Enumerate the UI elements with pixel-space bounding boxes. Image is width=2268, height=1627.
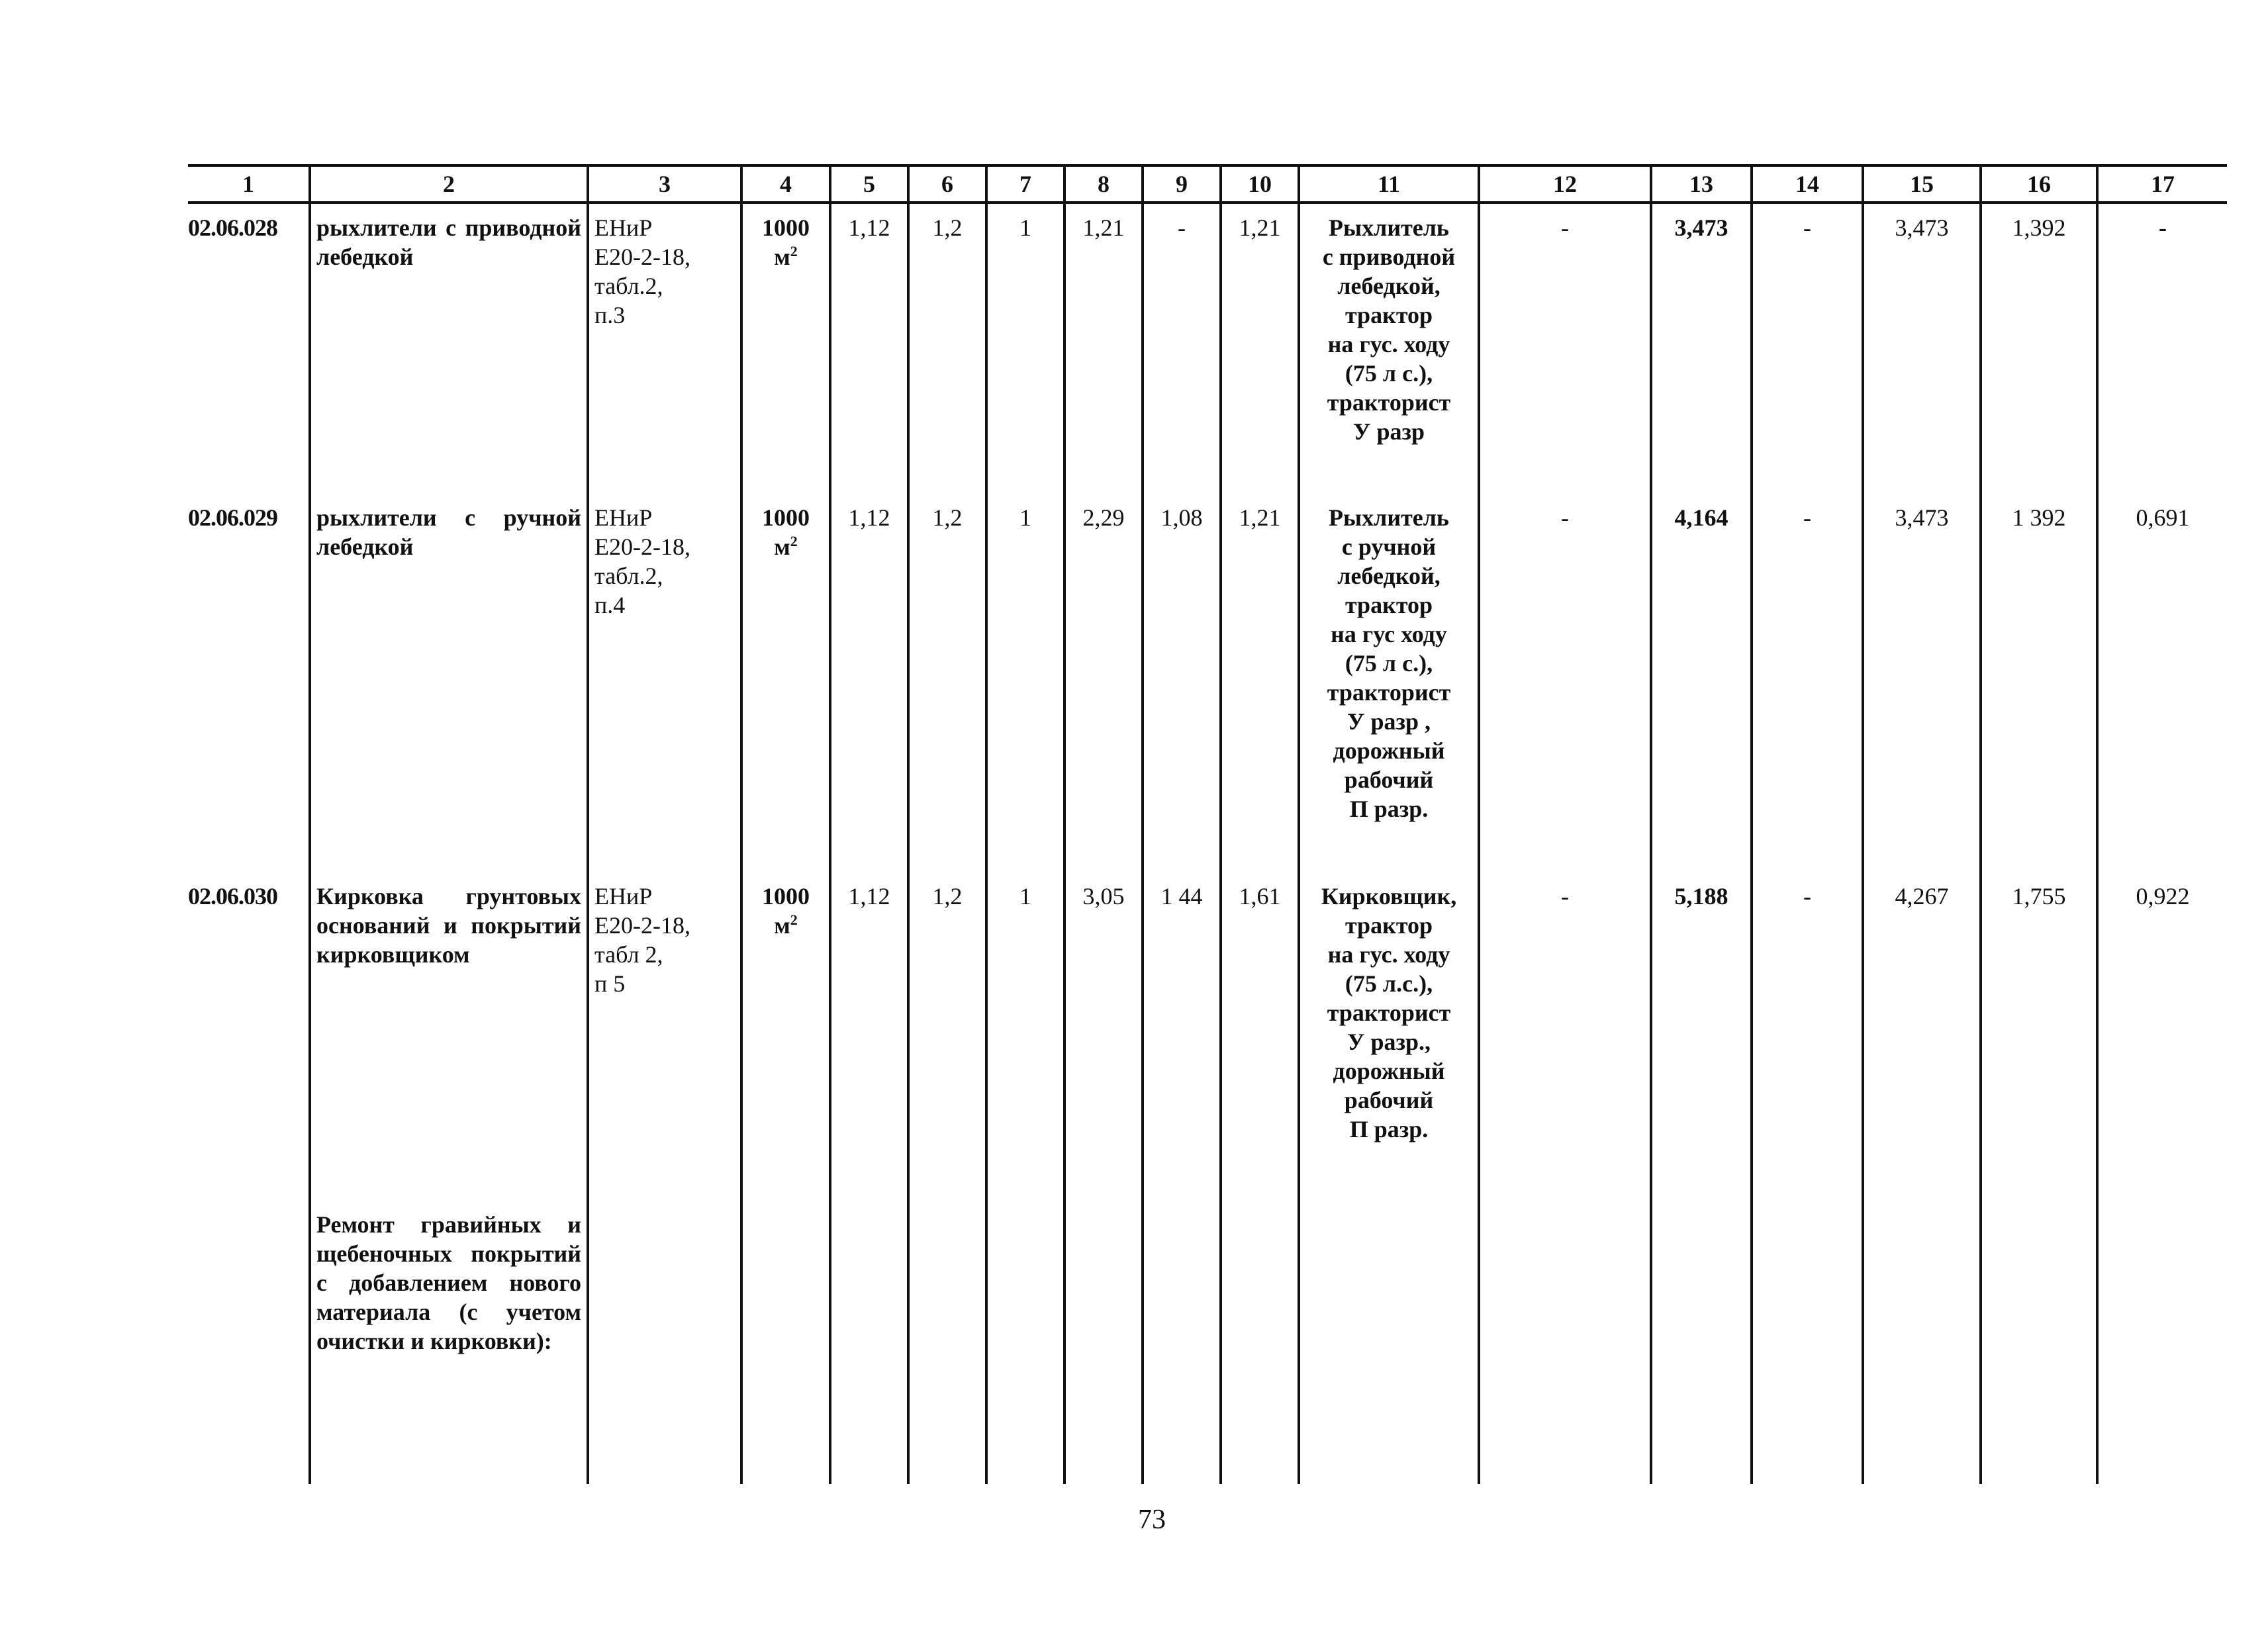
row-col17: 0,922	[2097, 872, 2227, 1184]
table-row	[188, 494, 2227, 872]
table-row	[188, 203, 2227, 494]
col-header-9: 9	[1143, 165, 1221, 203]
row-col6: 1,2	[908, 872, 986, 1184]
row-reference: ЕНиР Е20-2-18, табл.2, п.4	[588, 494, 741, 872]
row-col5: 1,12	[830, 872, 908, 1184]
col-header-2: 2	[310, 165, 588, 203]
row-col17: 0,691	[2097, 494, 2227, 872]
row-col8: 2,29	[1064, 494, 1143, 872]
row-unit: 1000 $м^2$	[741, 872, 830, 1184]
col-header-12: 12	[1479, 165, 1651, 203]
row-col10: 1,61	[1221, 872, 1299, 1184]
row-col17: -	[2097, 203, 2227, 494]
row-col7: 1	[986, 494, 1064, 872]
row-reference: ЕНиР Е20-2-18, табл.2, п.3	[588, 203, 741, 494]
row-col13: 3,473	[1651, 203, 1752, 494]
page-number: 73	[1138, 1505, 1166, 1535]
row-code: 02.06.028	[188, 203, 310, 494]
row-col14: -	[1752, 494, 1863, 872]
row-code: 02.06.030	[188, 872, 310, 1184]
row-col12: -	[1479, 494, 1651, 872]
col-header-14: 14	[1752, 165, 1863, 203]
row-col12: -	[1479, 203, 1651, 494]
row-name: Кирковка грунтовых оснований и покрытий кирковщиком	[310, 872, 588, 1184]
row-col9: 1,08	[1143, 494, 1221, 872]
row-col15: 4,267	[1863, 872, 1981, 1184]
row-col13: 5,188	[1651, 872, 1752, 1184]
row-col16: 1,392	[1981, 203, 2097, 494]
row-col10: 1,21	[1221, 494, 1299, 872]
col-header-6: 6	[908, 165, 986, 203]
row-col7: 1	[986, 872, 1064, 1184]
row-col14: -	[1752, 872, 1863, 1184]
row-col10: 1,21	[1221, 203, 1299, 494]
norms-table	[188, 164, 2227, 1484]
col-header-13: 13	[1651, 165, 1752, 203]
row-col9: -	[1143, 203, 1221, 494]
row-machine: Кирковщик, трактор на гус. ходу (75 л.с.), тракторист У разр., дорожный рабочий П разр.	[1299, 872, 1479, 1184]
col-header-11: 11	[1299, 165, 1479, 203]
col-header-3: 3	[588, 165, 741, 203]
row-col6: 1,2	[908, 494, 986, 872]
col-header-1: 1	[188, 165, 310, 203]
row-col5: 1,12	[830, 203, 908, 494]
col-header-7: 7	[986, 165, 1064, 203]
row-machine: Рыхлитель с приводной лебедкой, трактор на гус. ходу (75 л с.), тракторист У разр	[1299, 203, 1479, 494]
col-header-16: 16	[1981, 165, 2097, 203]
norms-table-wrapper	[188, 164, 2227, 1484]
row-col9: 1 44	[1143, 872, 1221, 1184]
section-title: Ремонт гравийных и щебеночных покрытий с добавлением нового материала (с учетом очистки и кирковки):	[310, 1184, 588, 1484]
col-header-8: 8	[1064, 165, 1143, 203]
col-header-4: 4	[741, 165, 830, 203]
col-header-17: 17	[2097, 165, 2227, 203]
row-col16: 1,755	[1981, 872, 2097, 1184]
row-unit: 1000 $м^2$	[741, 494, 830, 872]
row-col12: -	[1479, 872, 1651, 1184]
row-col13: 4,164	[1651, 494, 1752, 872]
col-header-5: 5	[830, 165, 908, 203]
row-col8: 1,21	[1064, 203, 1143, 494]
row-col7: 1	[986, 203, 1064, 494]
row-unit: 1000 $м^2$	[741, 203, 830, 494]
col-header-15: 15	[1863, 165, 1981, 203]
row-col5: 1,12	[830, 494, 908, 872]
table-row	[188, 872, 2227, 1184]
row-code: 02.06.029	[188, 494, 310, 872]
row-name: рыхлители с приводной лебедкой	[310, 203, 588, 494]
row-reference: ЕНиР Е20-2-18, табл 2, п 5	[588, 872, 741, 1184]
row-col6: 1,2	[908, 203, 986, 494]
row-col15: 3,473	[1863, 494, 1981, 872]
row-name: рыхлители с ручной лебедкой	[310, 494, 588, 872]
row-col14: -	[1752, 203, 1863, 494]
row-col16: 1 392	[1981, 494, 2097, 872]
col-header-10: 10	[1221, 165, 1299, 203]
header-row	[188, 165, 2227, 203]
row-col15: 3,473	[1863, 203, 1981, 494]
row-machine: Рыхлитель с ручной лебедкой, трактор на гус ходу (75 л с.), тракторист У разр , дорожный рабочий П разр.	[1299, 494, 1479, 872]
row-col8: 3,05	[1064, 872, 1143, 1184]
section-row	[188, 1184, 2227, 1484]
